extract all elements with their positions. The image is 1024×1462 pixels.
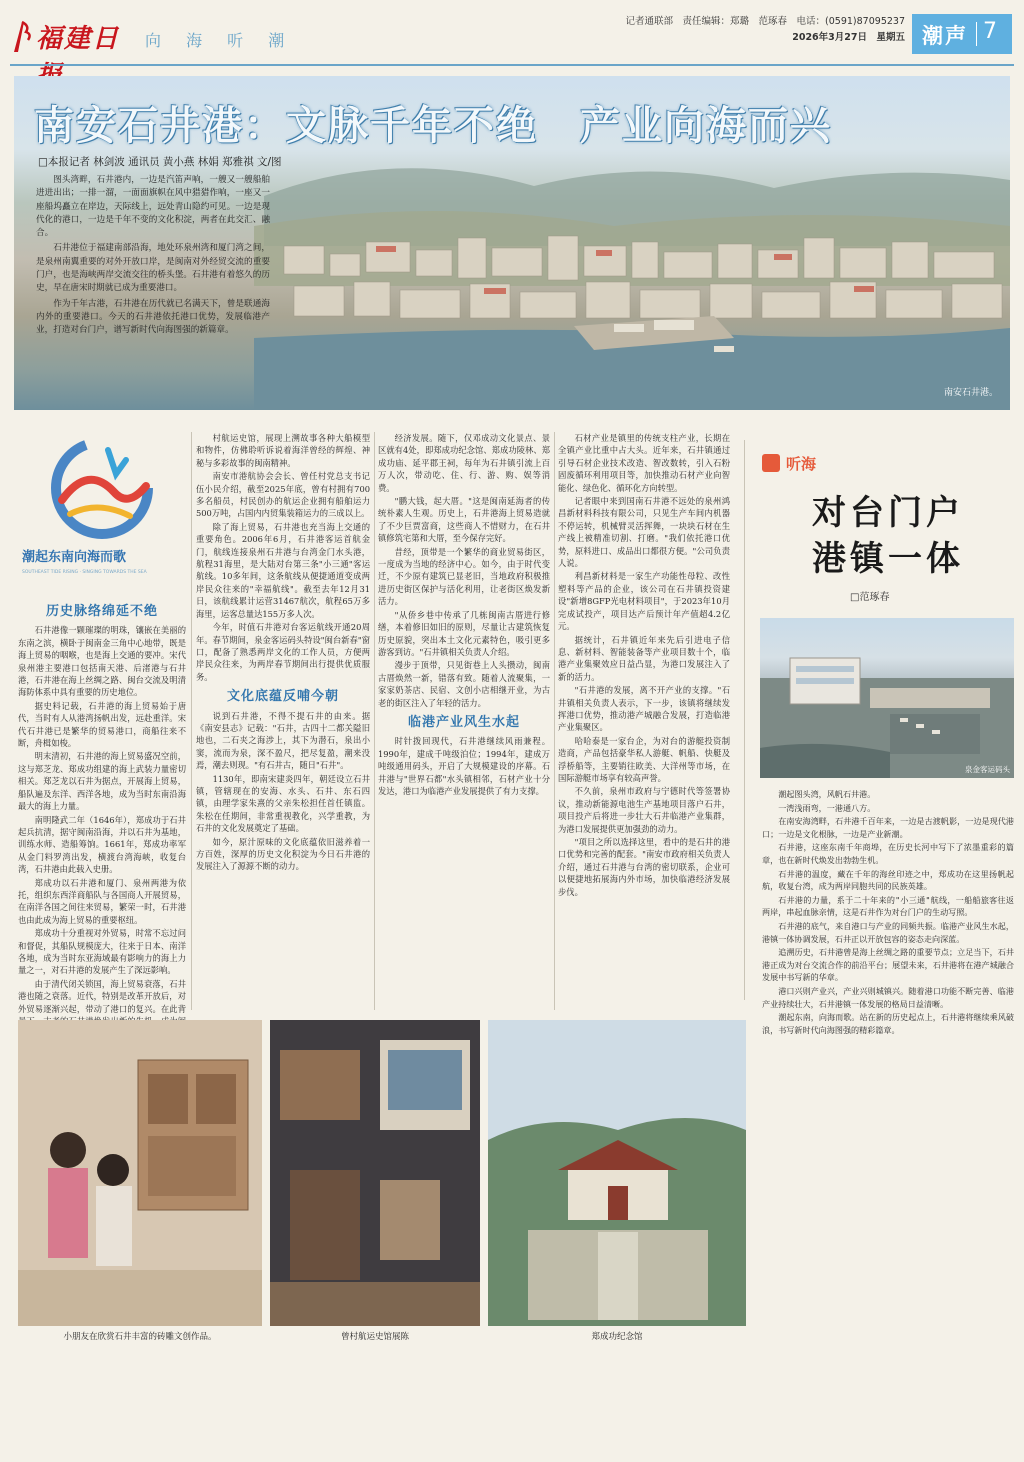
- lead-paragraphs: [36, 174, 270, 340]
- flag-icon: [10, 18, 34, 54]
- body-paragraph: 除了海上贸易，石井港也充当海上交通的重要角色。2006年6月，石井港客运首航金门，航线连接泉州石井港与台湾金门水头港，航程31海里，是大陆对台第三条"小三通"客运航线。10多年间，这条航线从便捷通道变成两岸民众往来的"幸福航线"。截至去年12月31日，该航线累计运营31467航次，航程65万多海里，运客总量达155万多人次。: [196, 521, 370, 619]
- section-heading: 历史脉络绵延不绝: [45, 604, 158, 619]
- section-heading: 临港产业风生水起: [407, 714, 520, 730]
- column-divider: [744, 440, 745, 1000]
- page-number: 7: [983, 19, 997, 44]
- body-paragraph: "从侨乡巷中传承了几栋闽南古厝进行修缮，本着修旧如旧的原则，尽量让古建筑恢复历史原貌，突出本土文化元素特色，吸引更多游客到访。"石井镇相关负责人介绍。: [378, 609, 550, 657]
- photo-caption: 郑成功纪念馆: [591, 1332, 643, 1342]
- body-paragraph: 石井港的力量，系于二十年来的"小三通"航线，一船船旅客往返两岸，串起血脉亲情，这是石井作为对台门户的生动写照。: [762, 894, 1014, 918]
- body-paragraph: 港口兴则产业兴，产业兴则城镇兴。随着港口功能不断完善、临港产业持续壮大，石井港镇一体发展的格局日益清晰。: [762, 985, 1014, 1009]
- body-paragraph: 1130年，即南宋建炎四年，朝廷设立石井镇，管辖现在的安海、水头、石井、东石四镇，由理学家朱熹的父亲朱松担任首任镇监。朱松在任期间，非常重视教化，兴学重教，为石井的文化发展奠定了基础。: [196, 773, 370, 834]
- column-divider: [191, 432, 192, 1010]
- body-paragraph: 石井港像一颗璀璨的明珠，镶嵌在美丽的东南之滨，横卧于闽南金三角中心地带，既是海上贸易的咽喉，也是海上交通的要冲。宋代泉州港主要港口包括南天港、后渚港与石井港，石井港在海上丝绸之路、闽台交流及明清海防体系中具有重要的历史地位。: [18, 625, 186, 698]
- byline: □本报记者 林剑波 通讯员 黄小燕 林娟 郑雅祺 文/图: [38, 156, 282, 168]
- editors-line: 记者通联部 责任编辑：郑璐 范琢春 电话：(0591)87095237: [625, 16, 905, 27]
- body-paragraph: 追溯历史，石井港曾是海上丝绸之路的重要节点；立足当下，石井港正成为对台交流合作的前沿平台；展望未来，石井港将在港产城融合发展中书写新的华章。: [762, 947, 1014, 983]
- article-column-3: [378, 432, 550, 1012]
- body-paragraph: 据史料记载，石井港的海上贸易始于唐代，当时有人从港湾扬帆出发，远赴重洋。宋代石井港已是繁华的贸易港口，商船往来不断，舟楫如梭。: [18, 700, 186, 749]
- body-paragraph: 南明隆武二年（1646年），郑成功于石井起兵抗清，据守闽南沿海，并以石井为基地，训练水师、造船筹饷。1661年，郑成功率军从金门料罗湾出发，横渡台湾海峡，收复台湾，石井港由此载入史册。: [18, 814, 186, 875]
- body-paragraph: 石材产业是镇里的传统支柱产业，长期在全镇产业比重中占大头。近年来，石井镇通过引导石材企业技术改造、智改数转，引入石粉固废循环利用项目等，加快推动石材产业向智能化、绿色化、循环化方向转型。: [558, 433, 730, 493]
- article-column-4: [558, 432, 730, 1012]
- masthead-rule: [10, 64, 1014, 66]
- edition-info: [565, 14, 905, 46]
- photo-strip: [18, 1020, 746, 1350]
- body-paragraph: 不久前，泉州市政府与宁德时代等签署协议，推动新能源电池生产基地项目落户石井，项目投产后将进一步壮大石井临港产业集群，为港口发展提供更加强劲的动力。: [558, 786, 730, 834]
- body-paragraph: 南安市港航协会会长、曾任村党总支书记伍小民介绍，截至2025年底，曾有村拥有700多名船员，村民创办的航运企业拥有船舶运力500万吨，占国内内贸集装箱运力的三成以上。: [196, 471, 370, 519]
- date-line: 2026年3月27日 星期五: [792, 32, 905, 43]
- body-paragraph: 石井港的温度，藏在千年的海丝印迹之中，郑成功在这里扬帆起航，收复台湾，成为两岸同胞共同的民族英雄。: [762, 868, 1014, 892]
- body-paragraph: 潮起东南，向海而歌。站在新的历史起点上，石井港将继续乘风破浪，书写新时代向海图强的精彩篇章。: [762, 1012, 1014, 1035]
- body-paragraph: 今年，时值石井港对台客运航线开通20周年。春节期间，泉金客运码头特设"闽台新春"窗口，配备了熟悉两岸文化的工作人员，方便两岸民众往来，为两岸春节期间出行提供优质服务。: [196, 622, 370, 682]
- children-illustration: [18, 1020, 262, 1326]
- body-paragraph: 在南安海湾畔，石井港千百年来，一边是古渡帆影，一边是现代港口；一边是文化根脉，一边是产业新潮。: [762, 816, 1014, 839]
- hero-caption: 南安石井港。: [943, 388, 998, 398]
- body-paragraph: 郑成功以石井港和厦门、泉州两港为依托，组织东西洋商船队与各国商人开展贸易，在南洋各国之间往来贸易，繁荣一时，石井港也由此成为海上贸易的重要枢纽。: [18, 877, 186, 925]
- body-paragraph: 一湾浅雨弯，一港通八方。: [778, 802, 876, 813]
- newspaper-logo: [10, 16, 130, 58]
- memorial-hall-illustration: [488, 1020, 746, 1326]
- commentary-sidebar: [752, 446, 1014, 1336]
- museum-illustration: [270, 1020, 480, 1326]
- waves-emblem-icon: [18, 430, 186, 550]
- pencil-icon: [762, 454, 780, 472]
- photo-caption: 小朋友在欣赏石井丰富的砖雕文创作品。: [63, 1332, 217, 1342]
- page-tab: [912, 14, 1012, 54]
- body-paragraph: 说到石井港，不得不提石井的由来。据《南安县志》记载："石井，古四十二都关隘旧地也，二石夹之海涉上，其下为潜石，泉出小窦，流而为泉，深不盈尺，把尽复盈，潮来没焉，潮去则现。"有石井古，随日"石井"。: [196, 710, 370, 771]
- column-divider: [374, 432, 375, 1010]
- ferry-terminal-illustration: [760, 618, 1014, 778]
- commentary-body: [762, 788, 1014, 1336]
- body-paragraph: 利昌新材料是一家生产功能性母粒、改性塑料等产品的企业，该公司在石井镇投资建设"新增8GFP光电材料项目"，于2023年10月完成试投产，项目达产后预计年产值超4.2亿元。: [558, 571, 730, 632]
- tab-divider: [976, 22, 977, 46]
- commentary-title: 对台门户港镇一体: [812, 493, 964, 579]
- column-tag-label: 听海: [786, 455, 817, 473]
- body-paragraph: "项目之所以选择这里，看中的是石井的港口优势和完善的配套。"南安市政府相关负责人介绍，通过石井港与台湾的密切联系，企业可以便捷地拓展海内外市场，加快临港经济发展步伐。: [558, 837, 730, 897]
- section-heading: 文化底蕴反哺今朝: [226, 689, 339, 705]
- article-column-1: [18, 430, 186, 1014]
- lead-paragraph: 图头湾畔，石井港内，一边是汽笛声响，一艘又一艘船舶进进出出；一排一溜，一面面旗帜在风中猎猎作响，一座又一座船坞矗立在岸边，天际线上，远处青山隐约可见。一边是现代化的港口，一边是千年不变的文化积淀，两者在此交汇、融合。: [36, 175, 270, 239]
- body-paragraph: 经济发展。随下，仅邓成动文化景点、景区就有4处，即郑成功纪念馆、郑成功陵林、郑成功庙、延平郡王祠，每年为石井镇引流上百万人次，带动吃、住、行、游、购、娱等消费。: [378, 433, 550, 493]
- masthead: [0, 0, 1024, 66]
- body-paragraph: 据统计，石井镇近年来先后引进电子信息、新材料、智能装备等产业项目数十个，临港产业集聚效应日益凸显，为港口发展注入了新的活力。: [558, 634, 730, 682]
- body-paragraph: 郑成功十分重视对外贸易，时常不忘过问和督促，其船队规模庞大，往来于日本、南洋各地，成为当时东亚海域最有影响力的海上力量之一，对石井港的发展产生了深远影响。: [18, 928, 186, 976]
- headline: 南安石井港：文脉千年不绝 产业向海而兴: [34, 103, 832, 149]
- body-paragraph: 石井港的底气，来自港口与产业的同频共振。临港产业风生水起，港镇一体协调发展，石井正以开放包容的姿态走向深蓝。: [762, 920, 1014, 944]
- section-name: 向 海 听 潮: [145, 31, 295, 50]
- hero-photo: [14, 76, 1010, 410]
- series-slogan: 潮起东南向海而歌: [22, 550, 127, 565]
- terminal-photo: [760, 618, 1014, 778]
- series-emblem: [18, 430, 186, 598]
- lead-paragraph: 石井港位于福建南部沿海，地处环泉州湾和厦门湾之间，是泉州南翼重要的对外开放口岸，是闽南对外经贸交流的重要门户，也是海峡两岸交流交往的桥头堡。石井港有着悠久的历史，早在唐宋时期就已成为重要港口。: [36, 243, 270, 294]
- photo-caption: 曾村航运史馆展陈: [340, 1332, 409, 1342]
- column-divider: [554, 432, 555, 1010]
- column-tag: [762, 452, 852, 474]
- body-paragraph: 时针拨回现代，石井港继续风雨兼程。1990年，建成千吨级泊位；1994年，建成万吨级通用码头，开启了大规模建设的序幕。石井港与"世界石都"水头镇相邻，石材产业十分发达，港口为临港产业发展提供了有力支撑。: [378, 736, 550, 796]
- page-label: 潮声: [922, 24, 968, 48]
- article-column-2: [196, 432, 370, 1012]
- commentary-author: □范琢春: [850, 592, 890, 603]
- body-paragraph: 潮起图头湾，风帆石井港。: [778, 789, 876, 799]
- body-paragraph: 昔经，顶带是一个繁华的商业贸易街区，一度成为当地的经济中心。如今，由于时代变迁，不少原有建筑已显老旧，当地政府积极推进历史街区保护与活化利用，让老街区焕发新活力。: [378, 546, 550, 607]
- lead-paragraph: 作为千年古港，石井港在历代就已名满天下，曾是联通海内外的重要港口。今天的石井港依托港口优势，发展临港产业，打造对台门户，谱写新时代向海图强的新篇章。: [36, 298, 270, 336]
- body-paragraph: "鹏大钱，起大厝。"这是闽南延海者的传统朴素人生观。历史上，石井港海上贸易造就了不少巨贾富商，这些商人不惜财力，在石井镇修筑宅第和大厝，至今保存完好。: [378, 496, 550, 544]
- body-paragraph: 石井港，这座东南千年商埠，在历史长河中写下了浓墨重彩的篇章，也在新时代焕发出勃勃生机。: [762, 842, 1014, 865]
- children-artwork-photo: [18, 1020, 262, 1326]
- body-paragraph: 哈哈泰是一家台企，为对台的游艇投资制造商，产品包括豪华私人游艇、帆船、快艇及浮桥船等，主要销往欧美、大洋州等市场，在国际游艇市场享有较高声誉。: [558, 735, 730, 783]
- museum-exhibit-photo: [270, 1020, 480, 1326]
- body-paragraph: 如今，原汁原味的文化底蕴依旧滋养着一方百姓，深厚的历史文化积淀为今日石井港的发展注入了源源不断的动力。: [196, 836, 370, 872]
- body-paragraph: 记者眼中来到国南石井港不远处的泉州鸿昌新材料科技有限公司，只见生产车间内机器不停运转，机械臂灵活挥舞，一块块石材在生产线上被精准切割、打磨。"我们依托港口优势，原料进口、成品出口都很方便。"公司负责人说。: [558, 496, 730, 569]
- body-paragraph: 漫步于顶带，只见街巷上人头攒动，闽南古厝焕然一新，错落有致。随着人流聚集，一家家奶茶店、民宿、文创小店相继开业，为古老的街区注入了年轻的活力。: [378, 660, 550, 708]
- body-paragraph: 由于清代闭关锁国，海上贸易衰落，石井港也随之衰落。近代，特别是改革开放后，对外贸易逐渐兴起，带动了港口的复兴。在此背: [18, 978, 186, 1014]
- body-paragraph: 明末清初，石井港的海上贸易盛况空前，这与郑芝龙、郑成功组建的海上武装力量密切相关。郑芝龙以石井为据点，开展海上贸易，船队遍及东洋、西洋各地，成为当时东南沿海最大的海上力量。: [18, 751, 186, 812]
- terminal-photo-caption: 泉金客运码头: [965, 765, 1010, 774]
- paper-name: 福建日: [36, 24, 121, 54]
- memorial-hall-photo: [488, 1020, 746, 1326]
- body-paragraph: "石井港的发展，离不开产业的支撑。"石井镇相关负责人表示，下一步，该镇将继续发挥港口优势，推动港产城融合发展，打造临港产业集聚区。: [558, 685, 730, 733]
- body-paragraph: 村航运史馆，展现上溯故事各种大船模型和物件，仿佛聆听诉说着海洋曾经的辉煌、神秘与多彩故事的闽南精神。: [196, 433, 370, 468]
- series-slogan-english: SOUTHEAST TIDE RISING · SINGING TOWARDS THE SEA: [22, 570, 147, 575]
